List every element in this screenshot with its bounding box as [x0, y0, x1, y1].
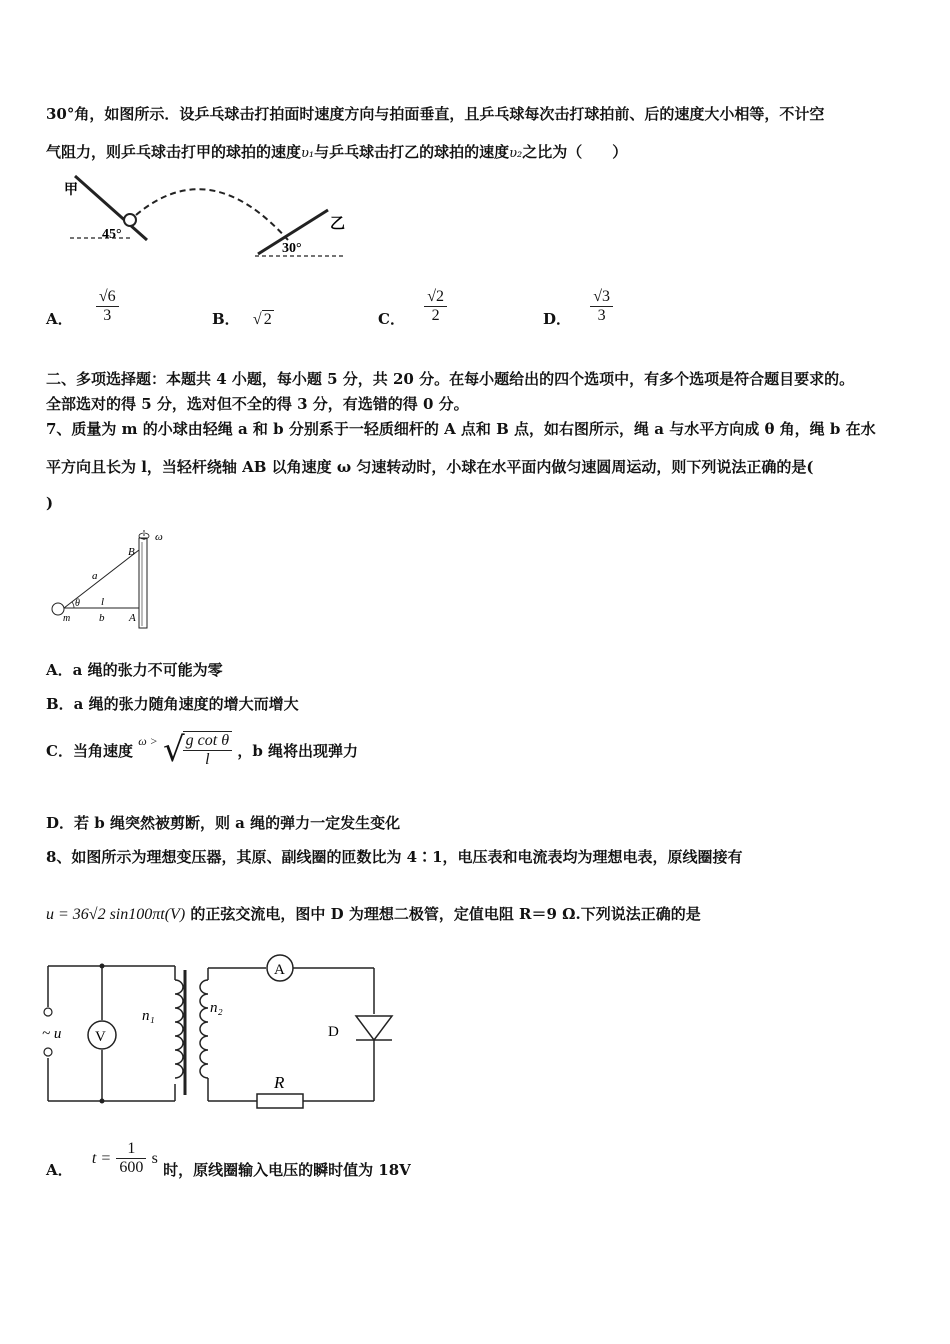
ammeter-label: A	[274, 962, 285, 978]
q7-line2: 平方向且长为 l，当轻杆绕轴 AB 以角速度 ω 匀速转动时，小球在水平面内做匀速圆周运动，则下列说法正确的是(	[46, 458, 814, 476]
q7-option-c[interactable]: C．当角速度 ω > √ $\frac{\text{g cot θ}}{l}$ ，b 绳将出现弹力	[46, 730, 359, 770]
v2-symbol: υ₂	[509, 146, 523, 161]
label-theta: θ	[75, 598, 80, 609]
section2-line2: 全部选对的得 5 分，选对但不全的得 3 分，有选错的得 0 分。	[46, 395, 469, 413]
q7-line3: )	[46, 494, 54, 512]
q8-line2: u = 36√2 sin100πt(V) 的正弦交流电，图中 D 为理想二极管，定值电阻 R＝9 Ω.下列说法正确的是	[46, 905, 701, 923]
q8-line1: 8、如图所示为理想变压器，其原、副线圈的匝数比为 4∶1，电压表和电流表均为理想电表，原线圈接有	[46, 848, 743, 866]
v1-symbol: υ₁	[301, 146, 315, 161]
label-omega: ω	[155, 531, 163, 543]
diode-label: D	[328, 1024, 339, 1040]
q6-option-d[interactable]: D． $\frac{√3}{3}$	[543, 288, 613, 329]
q6-option-c[interactable]: C． $\frac{√2}{2}$	[378, 288, 447, 329]
voltmeter-label: V	[95, 1029, 106, 1045]
angle-30: 30°	[282, 241, 302, 256]
q7-option-a[interactable]: A．a 绳的张力不可能为零	[46, 661, 223, 679]
label-jia: 甲	[64, 183, 78, 198]
rod-figure	[44, 528, 174, 632]
q7-option-d[interactable]: D．若 b 绳突然被剪断，则 a 绳的弹力一定发生变化	[46, 814, 401, 832]
n2-label: n₂	[210, 1000, 223, 1016]
angle-45: 45°	[102, 227, 122, 242]
q6-line2: 气阻力，则乒乓球击打甲的球拍的速度υ₁与乒乓球击打乙的球拍的速度υ₂之比为（ ）	[46, 143, 628, 161]
q6-line1: 30°角，如图所示．设乒乓球击打拍面时速度方向与拍面垂直，且乒乓球每次击打球拍前、后的速度大小相等，不计空	[46, 105, 825, 123]
label-yi: 乙	[330, 216, 346, 232]
label-l: l	[101, 596, 105, 608]
label-b: b	[99, 612, 105, 624]
source-label: ~ u	[42, 1026, 62, 1042]
q8-option-a[interactable]: A． t = $\frac{1}{600}$ s 时，原线圈输入电压的瞬时值为 18V	[46, 1140, 411, 1179]
resistor-label: R	[274, 1073, 285, 1092]
label-A: A	[129, 612, 136, 624]
label-m: m	[63, 613, 71, 624]
q6-option-a[interactable]: A． $\frac{√6}{3}$	[46, 288, 119, 329]
label-a: a	[92, 570, 98, 582]
n1-label: n₁	[142, 1008, 155, 1024]
q7-line1: 7、质量为 m 的小球由轻绳 a 和 b 分别系于一轻质细杆的 A 点和 B 点，如右图所示，绳 a 与水平方向成 θ 角，绳 b 在水	[46, 420, 876, 438]
q6-option-b[interactable]: B． √ 2	[212, 310, 272, 328]
transformer-circuit	[40, 950, 400, 1110]
label-B: B	[128, 546, 135, 558]
pingpong-figure	[60, 168, 360, 263]
section2-line1: 二、多项选择题：本题共 4 小题，每小题 5 分，共 20 分。在每小题给出的四个选项中，有多个选项是符合题目要求的。	[46, 370, 855, 388]
q7-option-b[interactable]: B．a 绳的张力随角速度的增大而增大	[46, 695, 299, 713]
